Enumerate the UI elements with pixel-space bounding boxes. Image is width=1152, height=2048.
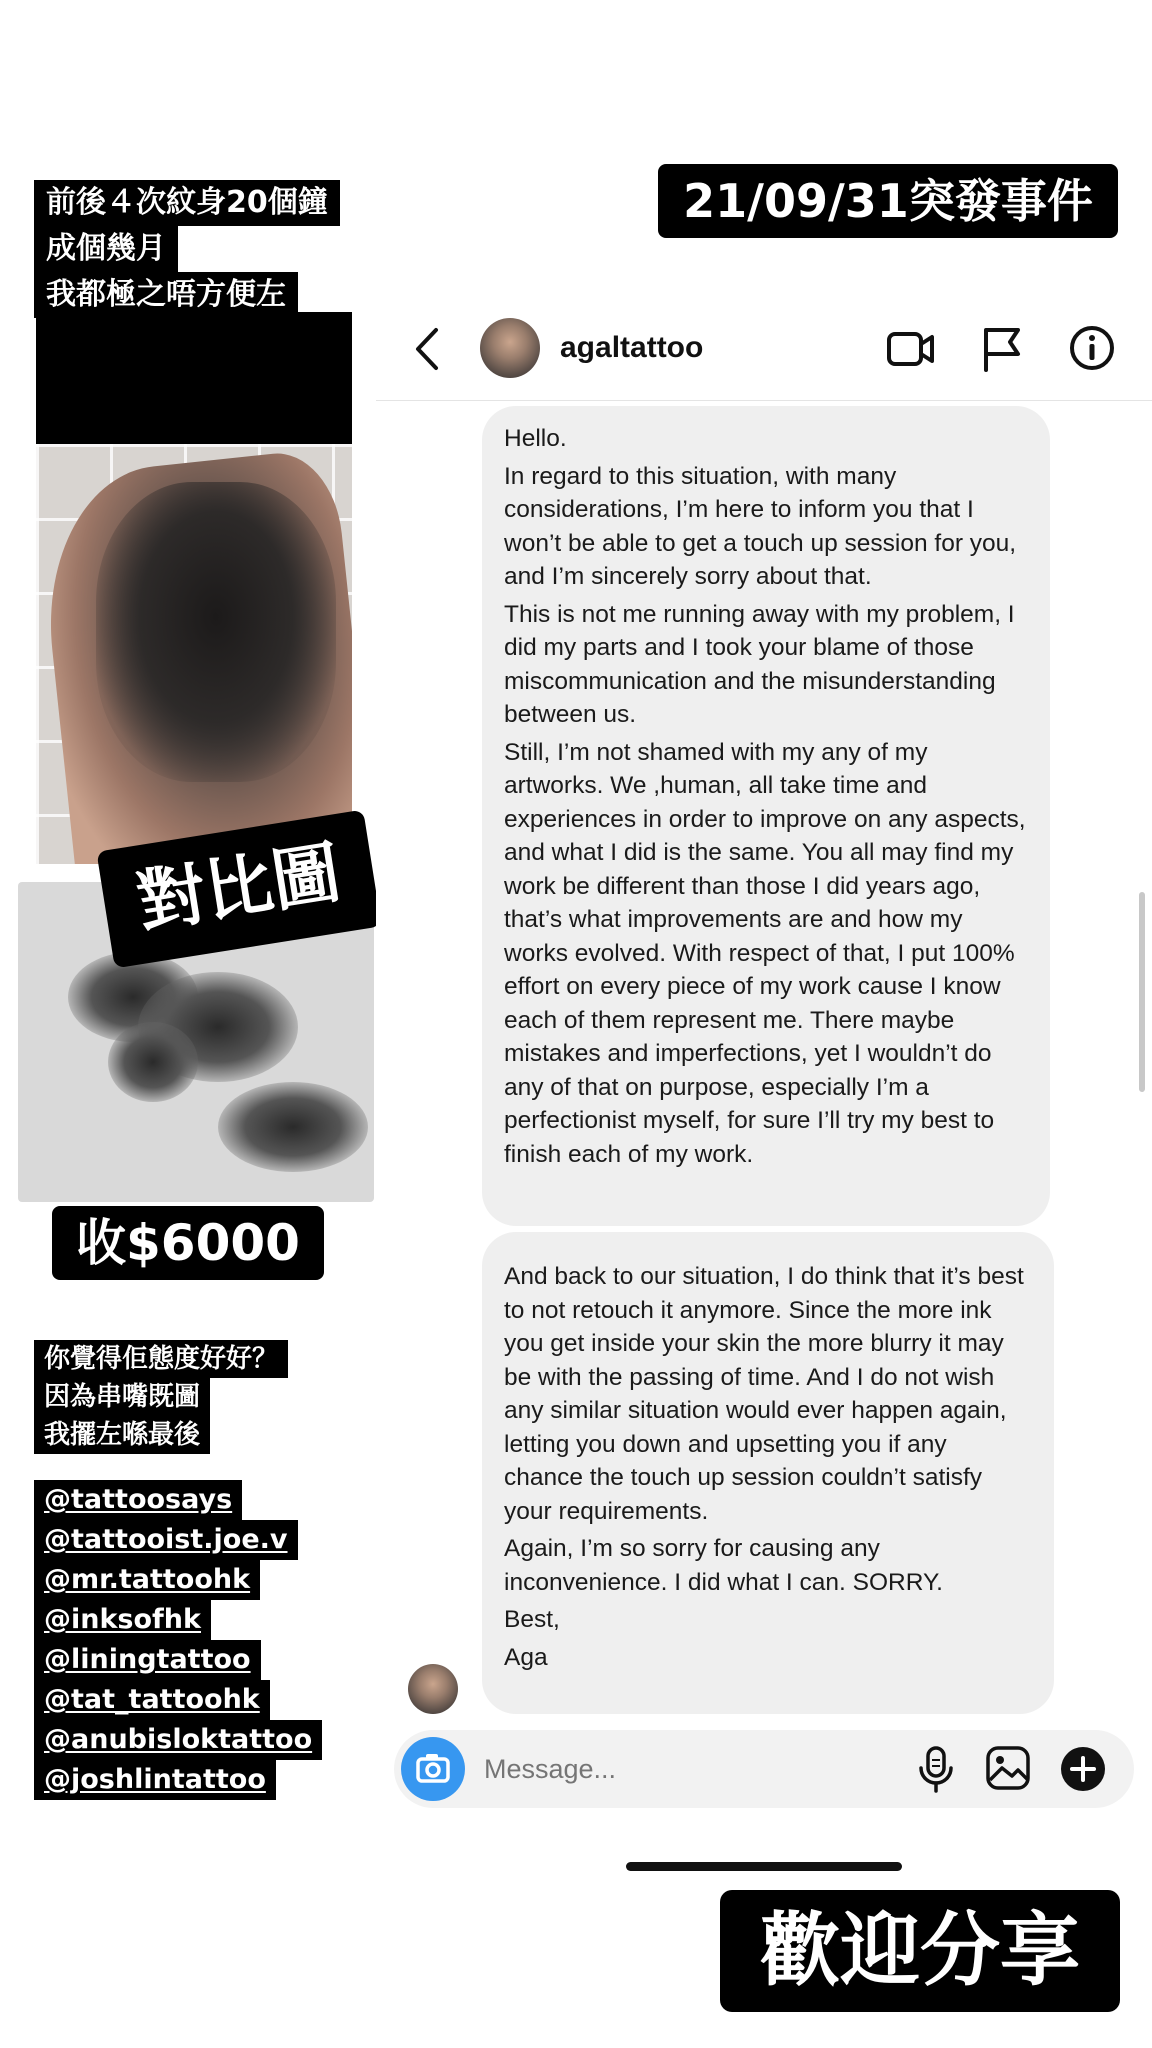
mention-tag[interactable]: @tattooist.joe.v [34, 1520, 298, 1560]
chat-username[interactable]: agaltattoo [560, 331, 704, 364]
mention-tag[interactable]: @tat_tattoohk [34, 1680, 270, 1720]
header-divider [376, 400, 1152, 401]
angel-figure [218, 1082, 368, 1172]
plus-icon[interactable] [1060, 1746, 1106, 1792]
tattoo-photo [36, 312, 352, 864]
back-chevron-icon[interactable] [412, 326, 444, 372]
profile-avatar[interactable] [480, 318, 540, 378]
date-badge: 21/09/31突發事件 [658, 164, 1118, 238]
caption-line-3: 我都極之唔方便左 [34, 272, 298, 318]
message-bubble [482, 1232, 1054, 1714]
caption-line-1: 前後４次紋身20個鐘 [34, 180, 340, 226]
message-paragraph: Best, [504, 1606, 560, 1633]
gallery-icon[interactable] [984, 1744, 1032, 1792]
message-paragraph: And back to our situation, I do think that it’s best to not retouch it anymore. Since the more ink you get inside your skin the more blurry it may be with the passing of time. And I do not wish any similar situation would ever happen again, letting you down and upsetting you if any chance the touch up session couldn’t satisfy your requirements. [504, 1263, 1024, 1525]
message-paragraph: Still, I’m not shamed with my any of my artworks. We ,human, all take time and experiences in order to improve on any aspects, and what I did is the same. You all may find my work be different than those I did years ago, that’s what improvements are and how my works evolved. With respect of that, I put 100% effort on every piece of my work cause I know each of them represent me. There maybe mistakes and imperfections, yet I wouldn’t do any of that on purpose, especially I’m a perfectionist myself, for sure I’ll try my best to finish each of my work. [504, 738, 1026, 1168]
mention-tag[interactable]: @anubisloktattoo [34, 1720, 322, 1760]
flag-icon[interactable] [980, 324, 1024, 374]
caption-line-2: 成個幾月 [34, 226, 178, 272]
compare-badge: 對比圖 [96, 810, 381, 969]
caption-mask [190, 228, 370, 270]
microphone-icon[interactable] [916, 1744, 956, 1796]
mention-tag[interactable]: @liningtattoo [34, 1640, 261, 1680]
sender-avatar[interactable] [408, 1664, 458, 1714]
mention-tag[interactable]: @inksofhk [34, 1600, 211, 1640]
message-input[interactable] [482, 1746, 886, 1792]
message-paragraph: Aga [504, 1643, 548, 1671]
scrollbar[interactable] [1139, 892, 1145, 1092]
question-line-2: 因為串嘴既圖 [34, 1378, 210, 1416]
info-icon[interactable] [1068, 324, 1116, 372]
mention-tag[interactable]: @tattoosays [34, 1480, 242, 1520]
mention-tag[interactable]: @mr.tattoohk [34, 1560, 260, 1600]
share-badge: 歡迎分享 [720, 1890, 1120, 2012]
price-badge: 收$6000 [52, 1206, 324, 1280]
angel-figure [108, 1022, 198, 1102]
mention-tag[interactable]: @joshlintattoo [34, 1760, 276, 1800]
message-paragraph: This is not me running away with my problem, I did my parts and I took your blame of those miscommunication and the misunderstanding between us. [504, 600, 1015, 728]
message-paragraph: In regard to this situation, with many considerations, I’m here to inform you that I won’t be able to get a touch up session for you, and I’m sincerely sorry about that. [504, 462, 1017, 590]
message-paragraph: Hello. [504, 425, 567, 452]
video-call-icon[interactable] [886, 326, 936, 372]
tattoo-ink [96, 482, 336, 782]
home-indicator[interactable] [626, 1862, 902, 1871]
camera-icon[interactable] [400, 1736, 466, 1802]
message-paragraph: Again, I’m so sorry for causing any inconvenience. I did what I can. SORRY. [504, 1535, 943, 1596]
question-line-3: 我擺左喺最後 [34, 1416, 210, 1454]
message-bubble [482, 406, 1050, 1226]
question-line-1: 你覺得佢態度好好？ [34, 1340, 288, 1378]
